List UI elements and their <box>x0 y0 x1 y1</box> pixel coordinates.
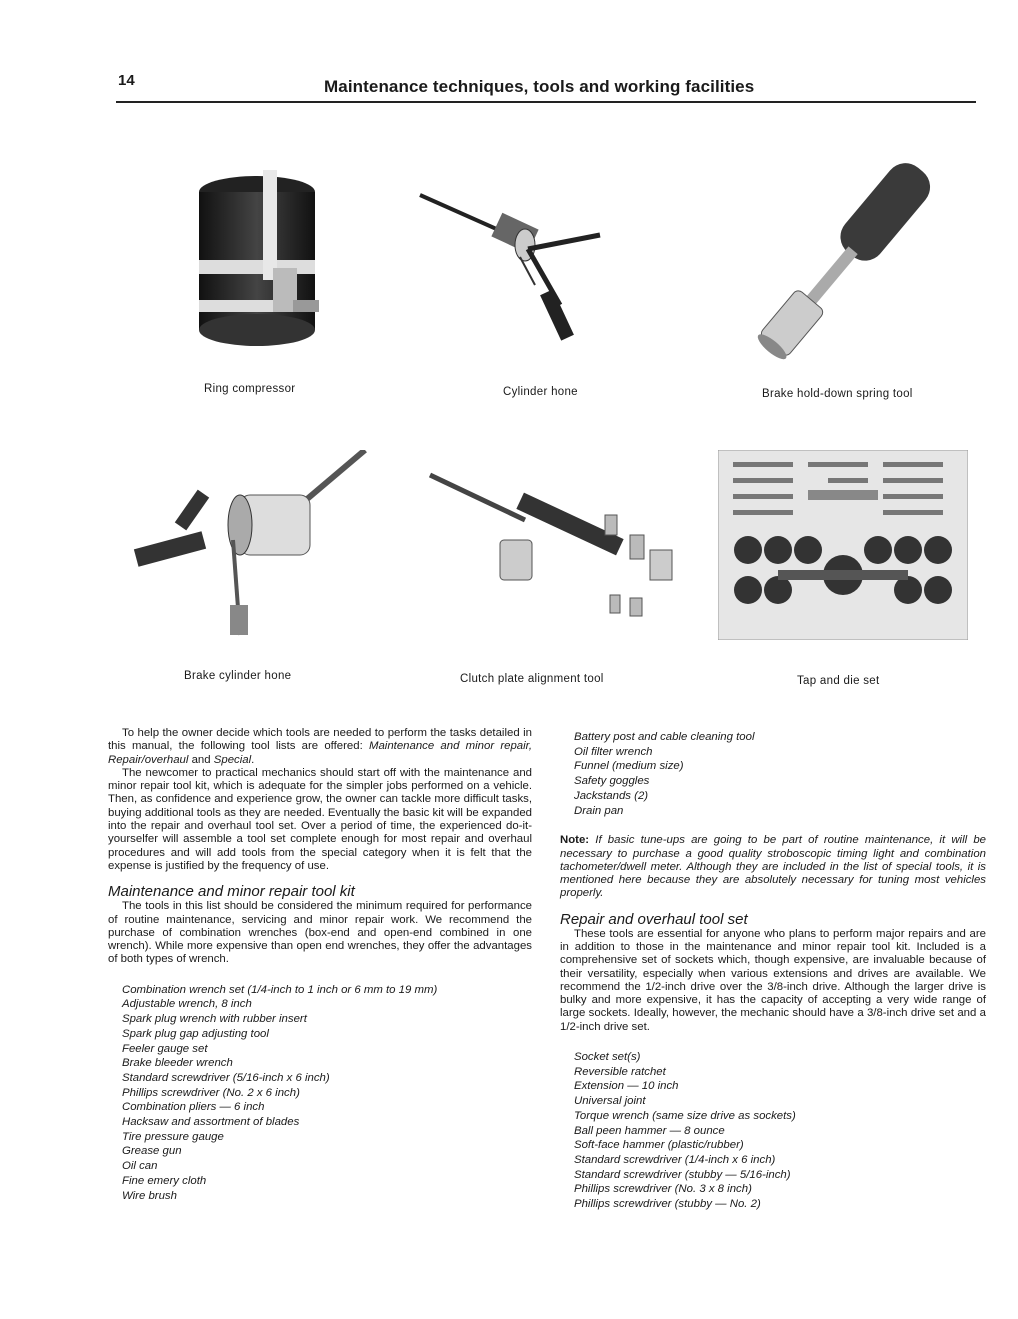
intro-paragraph: To help the owner decide which tools are needed to perform the tasks detailed in this manual, the following tool lists are offered: Maintenance and minor repair, Repair/overhaul and Special. <box>108 727 532 766</box>
list-item: Combination pliers — 6 inch <box>122 1101 265 1114</box>
page-title: Maintenance techniques, tools and working facilities <box>324 77 755 96</box>
list-item: Funnel (medium size) <box>574 760 684 773</box>
list-item: Standard screwdriver (stubby — 5/16-inch) <box>574 1168 791 1181</box>
intro-paragraph-2: The newcomer to practical mechanics should start off with the maintenance and minor repair tool kit, which is adequate for the simpler jobs performed on a vehicle. Then, as confidence and experience grow, the owner can tackle more difficult tasks, buying additional tools as they are needed. Eventually the basic kit will be expanded into the repair and overhaul tool set. Over a period of time, the experienced do-it-yourselfer will assemble a tool set complete enough for most repair and overhaul procedures and will add tools from the special category when it is felt that the expense is justified by the frequency of use. <box>108 766 532 872</box>
maintenance-tool-list <box>108 983 532 1204</box>
list-item: Grease gun <box>122 1145 182 1158</box>
list-item: Universal joint <box>574 1095 646 1108</box>
left-column <box>108 727 532 1203</box>
maintenance-paragraph: The tools in this list should be considered the minimum required for performance of routine maintenance, servicing and minor repair work. We recommend the purchase of combination wrenches (box-end and open-end combined in one wrench). While more expensive than open end wrenches, they offer the advantages of both types of wrench. <box>108 900 532 966</box>
list-item: Spark plug gap adjusting tool <box>122 1027 269 1040</box>
list-item: Tire pressure gauge <box>122 1130 224 1143</box>
figure-caption: Tap and die set <box>797 675 880 687</box>
cylinder-hone-icon <box>410 175 610 355</box>
list-item: Wire brush <box>122 1189 177 1202</box>
page-number: 14 <box>118 72 135 89</box>
figure-caption: Cylinder hone <box>503 386 578 398</box>
list-item: Feeler gauge set <box>122 1042 208 1055</box>
brake-cylinder-hone-icon <box>125 450 375 650</box>
list-item: Oil filter wrench <box>574 745 653 758</box>
list-item: Torque wrench (same size drive as sockets) <box>574 1109 796 1122</box>
list-item: Fine emery cloth <box>122 1174 207 1187</box>
brake-spring-tool-icon <box>725 148 965 378</box>
list-item: Jackstands (2) <box>574 789 649 802</box>
list-item: Phillips screwdriver (stubby — No. 2) <box>574 1198 761 1211</box>
list-item: Ball peen hammer — 8 ounce <box>574 1124 725 1137</box>
maintenance-tool-list-continued <box>560 730 986 818</box>
figure-caption: Clutch plate alignment tool <box>460 673 604 685</box>
clutch-alignment-tool-icon <box>425 470 685 620</box>
list-item: Reversible ratchet <box>574 1065 666 1078</box>
list-item: Adjustable wrench, 8 inch <box>122 998 252 1011</box>
figure-caption: Brake hold-down spring tool <box>762 388 913 400</box>
tap-die-set-icon <box>718 450 968 640</box>
list-item: Drain pan <box>574 804 624 817</box>
list-item: Phillips screwdriver (No. 3 x 8 inch) <box>574 1183 752 1196</box>
list-item: Standard screwdriver (5/16-inch x 6 inch) <box>122 1071 330 1084</box>
section-heading-repair: Repair and overhaul tool set <box>560 910 748 928</box>
list-item: Extension — 10 inch <box>574 1080 679 1093</box>
list-item: Battery post and cable cleaning tool <box>574 731 755 743</box>
list-item: Phillips screwdriver (No. 2 x 6 inch) <box>122 1086 300 1099</box>
list-item: Hacksaw and assortment of blades <box>122 1116 300 1129</box>
section-heading-maintenance: Maintenance and minor repair tool kit <box>108 883 355 901</box>
list-item: Socket set(s) <box>574 1051 641 1064</box>
list-item: Standard screwdriver (1/4-inch x 6 inch) <box>574 1154 776 1166</box>
ring-compressor-icon <box>195 160 325 360</box>
note-paragraph: Note: If basic tune-ups are going to be part of routine maintenance, it will be necessary to purchase a good quality stroboscopic timing light and combination tachometer/dwell meter. Although they are included in the list of special tools, it is mentioned here because they are absolutely necessary for tuning most vehicles properly. <box>560 834 986 900</box>
list-item: Oil can <box>122 1160 158 1173</box>
repair-tool-list <box>560 1050 986 1212</box>
list-item: Spark plug wrench with rubber insert <box>122 1013 307 1026</box>
list-item: Combination wrench set (1/4-inch to 1 inch or 6 mm to 19 mm) <box>122 983 438 996</box>
figure-caption: Ring compressor <box>204 383 296 395</box>
header-rule <box>116 101 976 103</box>
list-item: Safety goggles <box>574 775 650 788</box>
list-item: Soft-face hammer (plastic/rubber) <box>574 1139 744 1152</box>
list-item: Brake bleeder wrench <box>122 1057 233 1070</box>
right-column <box>560 730 986 1212</box>
repair-paragraph: These tools are essential for anyone who plans to perform major repairs and are in addition to those in the maintenance and minor repair tool kit. Included is a comprehensive set of sockets which, though expensive, are invaluable because of their versatility, especially when various extensions and drives are available. We recommend the 1/2-inch drive over the 3/8-inch drive. Although the larger drive is bulky and more expensive, it has the capacity of accepting a very wide range of large sockets. Ideally, however, the mechanic should have a 3/8-inch drive set and a 1/2-inch drive set. <box>560 927 986 1033</box>
figure-caption: Brake cylinder hone <box>184 670 292 682</box>
